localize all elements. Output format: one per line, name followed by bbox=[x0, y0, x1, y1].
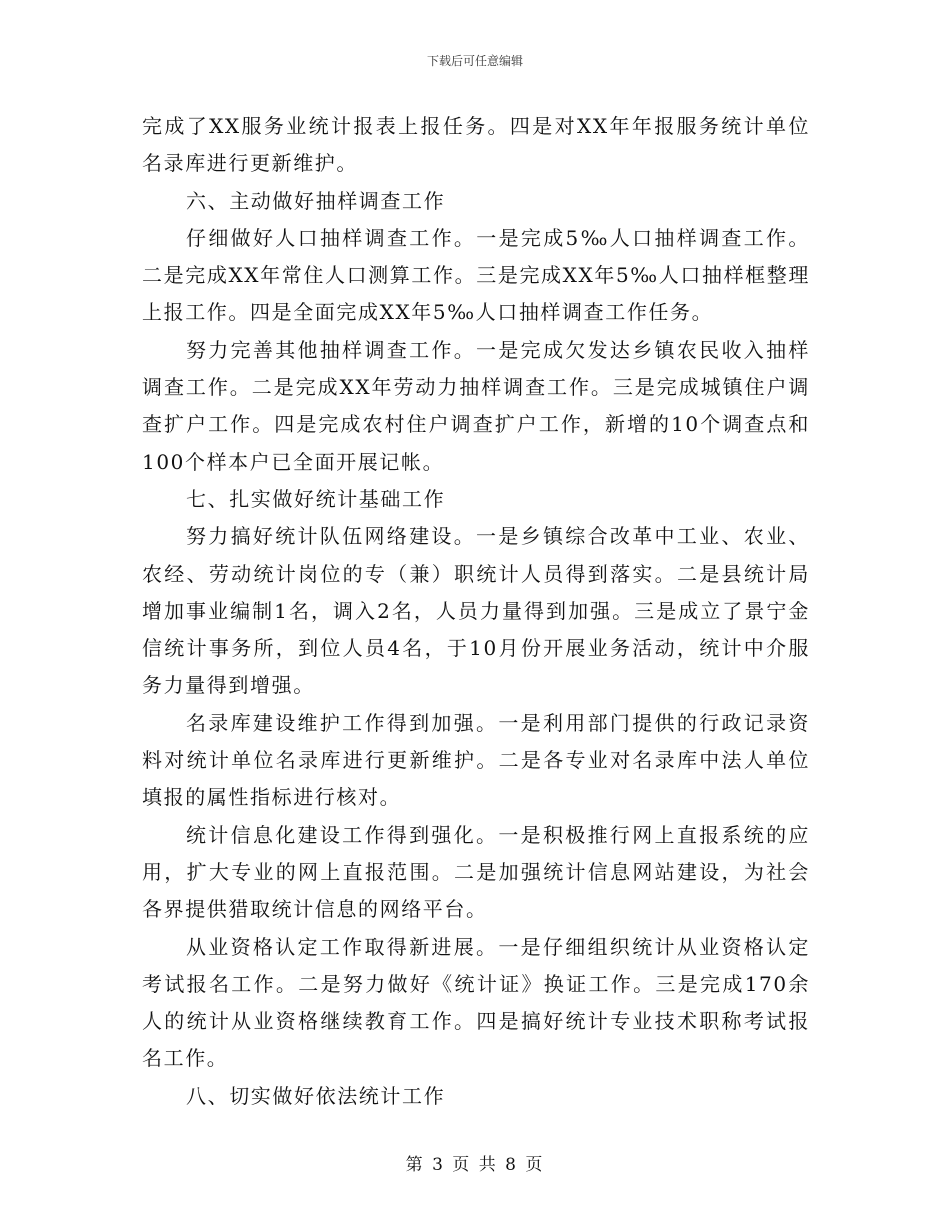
page-footer: 第 3 页 共 8 页 bbox=[405, 1155, 545, 1175]
paragraph: 努力完善其他抽样调查工作。一是完成欠发达乡镇农民收入抽样调查工作。二是完成XX年劳动力抽样调查工作。三是完成城镇住户调查扩户工作。四是完成农村住户调查扩户工作，新增的10个调查点和100个样本户已全面开展记帐。 bbox=[142, 337, 810, 474]
section-heading-7: 七、扎实做好统计基础工作 bbox=[186, 486, 446, 511]
paragraph: 仔细做好人口抽样调查工作。一是完成5‰人口抽样调查工作。二是完成XX年常住人口测算工作。三是完成XX年5‰人口抽样框整理上报工作。四是全面完成XX年5‰人口抽样调查工作任务。 bbox=[142, 225, 810, 325]
section-heading-6: 六、主动做好抽样调查工作 bbox=[186, 188, 446, 213]
paragraph: 统计信息化建设工作得到强化。一是积极推行网上直报系统的应用，扩大专业的网上直报范围。二是加强统计信息网站建设，为社会各界提供猎取统计信息的网络平台。 bbox=[142, 822, 810, 922]
page-header: 下载后可任意编辑 bbox=[426, 54, 523, 68]
paragraph: 从业资格认定工作取得新进展。一是仔细组织统计从业资格认定考试报名工作。二是努力做好《统计证》换证工作。三是完成170余人的统计从业资格继续教育工作。四是搞好统计专业技术职称考试报名工作。 bbox=[142, 934, 810, 1071]
paragraph: 努力搞好统计队伍网络建设。一是乡镇综合改革中工业、农业、农经、劳动统计岗位的专（兼）职统计人员得到落实。二是县统计局增加事业编制1名，调入2名，人员力量得到加强。三是成立了景宁金信统计事务所，到位人员4名，于10月份开展业务活动，统计中介服务力量得到增强。 bbox=[142, 524, 810, 698]
section-heading-8: 八、切实做好依法统计工作 bbox=[186, 1083, 446, 1108]
document-body bbox=[142, 108, 810, 1115]
paragraph-continuation: 完成了XX服务业统计报表上报任务。四是对XX年年报服务统计单位名录库进行更新维护。 bbox=[142, 114, 810, 176]
paragraph: 名录库建设维护工作得到加强。一是利用部门提供的行政记录资料对统计单位名录库进行更新维护。二是各专业对名录库中法人单位填报的属性指标进行核对。 bbox=[142, 710, 810, 810]
